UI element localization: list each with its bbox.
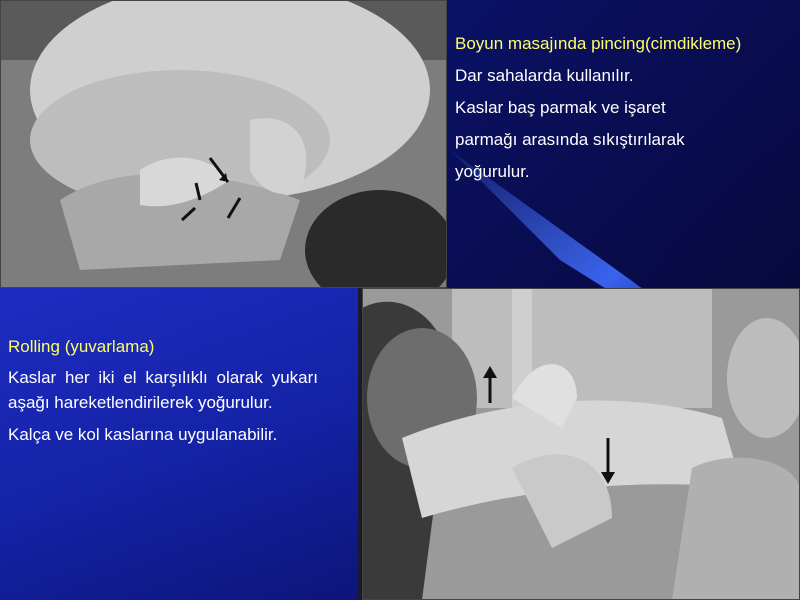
pincing-title: Boyun masajında pincing(cimdikleme) (455, 34, 742, 53)
pincing-line-2: Kaslar baş parmak ve işaret (455, 98, 666, 117)
rolling-title: Rolling (yuvarlama) (8, 337, 155, 356)
pincing-line-3: parmağı arasında sıkıştırılarak (455, 130, 685, 149)
pincing-text-block (455, 28, 800, 188)
rolling-text-panel (0, 288, 358, 600)
pincing-line-1: Dar sahalarda kullanılır. (455, 66, 634, 85)
rolling-text-block (8, 334, 318, 454)
rolling-paragraph-2: Kalça ve kol kaslarına uygulanabilir. (8, 425, 278, 444)
rolling-paragraph-1: Kaslar her iki el karşılıklı olarak yukarı aşağı hareketlendirilerek yoğurulur. (8, 368, 318, 412)
arm-rolling-photo (358, 288, 800, 600)
neck-massage-photo (0, 0, 447, 288)
pincing-line-4: yoğurulur. (455, 162, 530, 181)
